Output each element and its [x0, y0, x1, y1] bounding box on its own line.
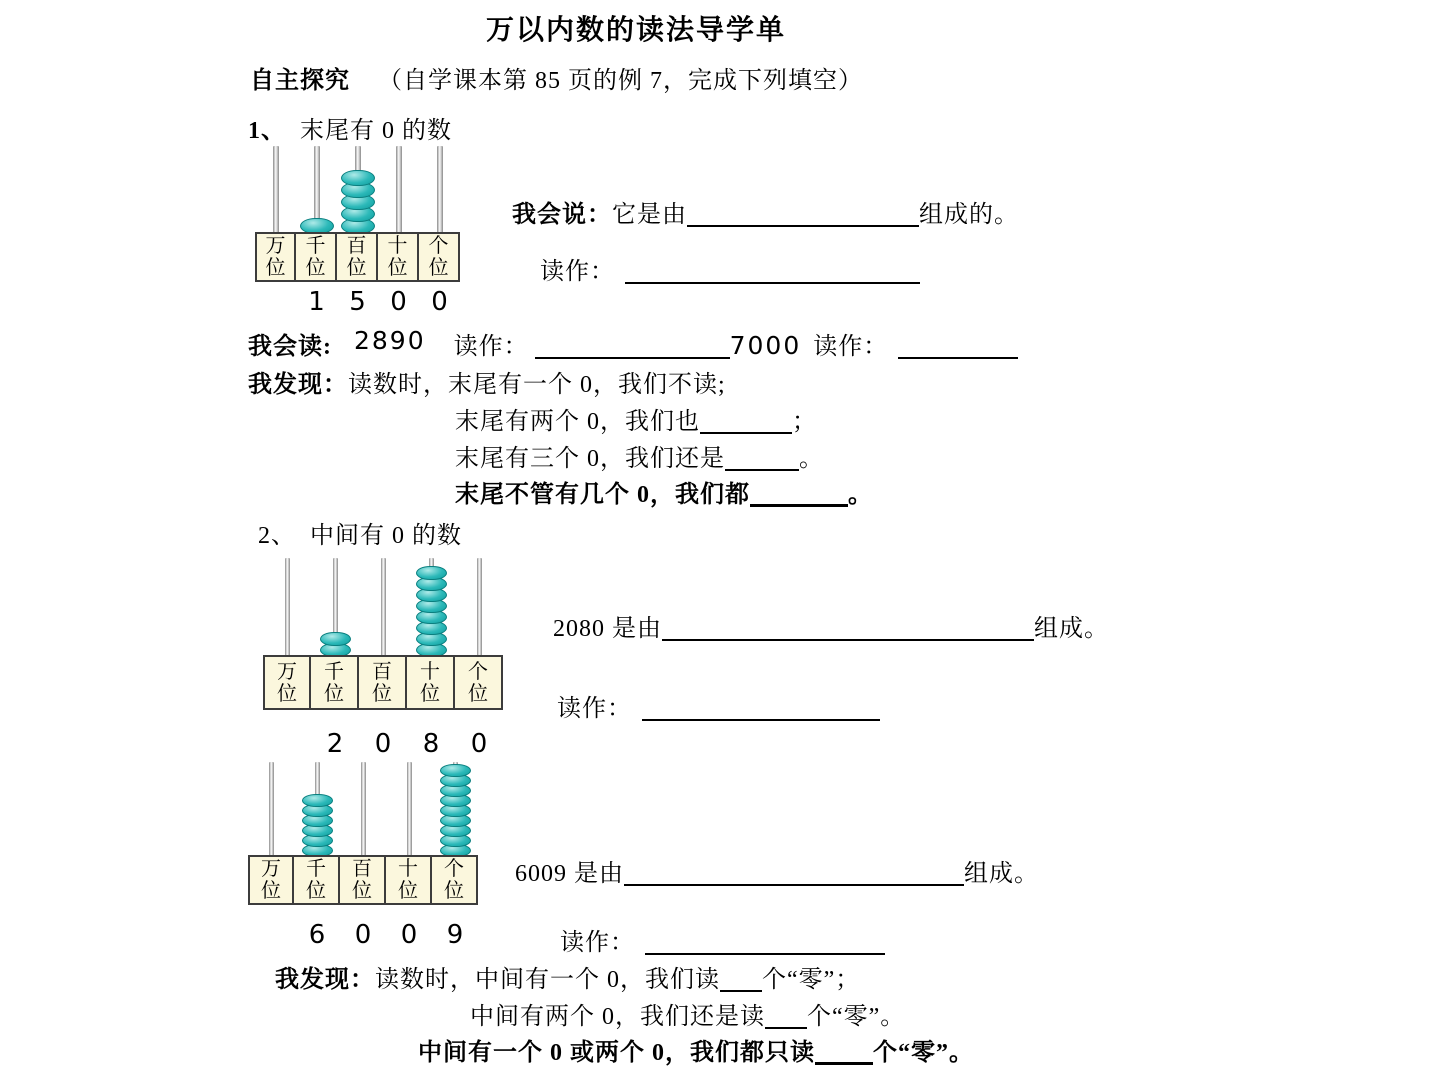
blank-underline [645, 929, 885, 955]
say-post: 组成的。 [919, 202, 1019, 228]
tail-2-punct: ； [792, 409, 817, 435]
abacus-column-4 [378, 146, 419, 282]
abacus-digit: 1 [308, 287, 325, 317]
mid-line-3-conclusion [418, 1036, 974, 1070]
place-value-label: 千 位 [305, 235, 326, 279]
abacus-digit: 2 [326, 729, 344, 759]
abacus-column-4 [386, 762, 432, 905]
composition-2080-post: 组成。 [1034, 616, 1109, 642]
read-line [248, 326, 1018, 364]
abacus-column-3 [340, 762, 386, 905]
duzuo-label: 读作： [557, 696, 632, 722]
blank-underline [765, 1003, 807, 1029]
blank-underline [898, 333, 1018, 359]
abacus-bead [320, 632, 351, 646]
mid-2-text: 中间有两个 0，我们还是读 [470, 1004, 765, 1030]
mid-3-post: 个“零”。 [873, 1040, 974, 1066]
abacus-column-5 [419, 146, 460, 282]
place-value-label: 十 位 [420, 660, 440, 705]
find-2-text: 读数时，中间有一个 0，我们读 [375, 967, 720, 993]
blank-underline [642, 695, 880, 721]
page-title: 万以内数的读法导学单 [486, 15, 787, 46]
find-label: 我发现： [275, 967, 375, 993]
place-value-box-2 [296, 232, 337, 282]
abacus-bead [302, 794, 333, 807]
number-7000: 7000 [729, 331, 802, 360]
abacus-digit: 0 [400, 920, 418, 950]
abacus-bead [416, 566, 447, 580]
tail-2-text: 末尾有两个 0，我们也 [455, 409, 700, 435]
place-value-box-3 [340, 855, 386, 905]
duzuo-label: 读作： [540, 259, 615, 285]
place-value-label: 百 位 [372, 660, 392, 705]
abacus-digit: 6 [308, 920, 326, 950]
abacus-digit: 0 [354, 920, 372, 950]
say-pre: 它是由 [612, 202, 687, 228]
place-value-box-5 [432, 855, 478, 905]
find-line-2 [275, 963, 860, 997]
say-label: 我会说： [512, 202, 612, 228]
place-value-box-2 [311, 655, 359, 710]
mid-2-post: 个“零”。 [807, 1004, 906, 1030]
blank-underline [700, 408, 792, 434]
abacus-digit: 5 [349, 287, 366, 317]
place-value-box-1 [248, 855, 294, 905]
composition-line-2080 [553, 612, 1109, 646]
place-value-label: 个 位 [468, 660, 488, 705]
section2-number: 2、 [258, 523, 296, 549]
abacus-column-2 [311, 558, 359, 710]
abacus-column-1 [263, 558, 311, 710]
abacus-column-3 [337, 146, 378, 282]
abacus-column-3 [359, 558, 407, 710]
blank-underline [662, 615, 1034, 641]
place-value-label: 百 位 [346, 235, 367, 279]
number-2890: 2890 [354, 326, 426, 355]
abacus-6009-digits [248, 920, 478, 950]
abacus-digit [263, 729, 311, 759]
abacus-column-4 [407, 558, 455, 710]
abacus-column-2 [296, 146, 337, 282]
abacus-1500 [255, 146, 460, 282]
place-value-box-4 [378, 232, 419, 282]
abacus-column-5 [432, 762, 478, 905]
abacus-6009 [248, 762, 478, 905]
abacus-column-1 [248, 762, 294, 905]
place-value-box-5 [419, 232, 460, 282]
blank-underline [535, 333, 730, 359]
abacus-digit [255, 287, 296, 317]
place-value-label: 万 位 [265, 235, 286, 279]
duzuo-label: 读作： [560, 930, 635, 956]
place-value-label: 十 位 [398, 858, 418, 902]
abacus-digit [248, 920, 294, 950]
abacus-2080 [263, 558, 503, 710]
duzuo-label: 读作： [813, 334, 889, 360]
tail-3-text: 末尾有三个 0，我们还是 [455, 446, 725, 472]
duzuo-line-6009 [560, 926, 885, 960]
abacus-rod [361, 762, 366, 861]
tail-4-punct: 。 [848, 482, 873, 508]
section1-title: 末尾有 0 的数 [300, 118, 452, 144]
place-value-label: 万 位 [277, 660, 297, 705]
abacus-rod [407, 762, 412, 861]
find-line-1 [248, 368, 726, 402]
place-value-label: 个 位 [428, 235, 449, 279]
place-value-box-1 [255, 232, 296, 282]
place-value-label: 个 位 [444, 858, 464, 902]
composition-2080-pre: 2080 是由 [553, 616, 662, 642]
place-value-box-4 [407, 655, 455, 710]
section1-heading [248, 114, 452, 148]
abacus-rod [285, 558, 290, 661]
abacus-column-1 [255, 146, 296, 282]
duzuo-label: 读作： [453, 334, 529, 360]
abacus-rod [273, 146, 279, 238]
tail-4-text: 末尾不管有几个 0，我们都 [455, 482, 750, 508]
abacus-column-2 [294, 762, 340, 905]
abacus-rod [269, 762, 274, 861]
place-value-box-5 [455, 655, 503, 710]
blank-underline [625, 258, 920, 284]
place-value-box-3 [337, 232, 378, 282]
abacus-digit: 0 [470, 729, 488, 759]
abacus-bead [341, 170, 375, 186]
place-value-box-4 [386, 855, 432, 905]
composition-6009-pre: 6009 是由 [515, 861, 624, 887]
say-line [512, 198, 1019, 232]
blank-underline [687, 201, 919, 227]
abacus-digit: 0 [374, 729, 392, 759]
place-value-label: 千 位 [306, 858, 326, 902]
tail-line-4-conclusion [455, 478, 873, 512]
abacus-digit: 0 [390, 287, 407, 317]
place-value-box-2 [294, 855, 340, 905]
mid-3-text: 中间有一个 0 或两个 0，我们都只读 [418, 1040, 815, 1066]
place-value-label: 十 位 [387, 235, 408, 279]
place-value-label: 千 位 [324, 660, 344, 705]
blank-underline [725, 445, 799, 471]
duzuo-line-1 [540, 255, 920, 289]
tail-line-3 [455, 442, 824, 476]
mid-line-2 [470, 1000, 905, 1034]
abacus-rod [437, 146, 443, 238]
place-value-box-3 [359, 655, 407, 710]
abacus-column-5 [455, 558, 503, 710]
tail-3-punct: 。 [799, 446, 824, 472]
section2-heading [258, 519, 462, 553]
abacus-digit: 9 [446, 920, 464, 950]
abacus-1500-digits [255, 287, 460, 317]
abacus-rod [396, 146, 402, 238]
find-label: 我发现： [248, 372, 348, 398]
abacus-rod [381, 558, 386, 661]
find-text: 读数时，末尾有一个 0，我们不读; [348, 372, 726, 398]
abacus-rod [477, 558, 482, 661]
find-2-post: 个“零”； [762, 967, 861, 993]
abacus-bead [440, 764, 471, 777]
intro-note: （自学课本第 85 页的例 7，完成下列填空） [378, 68, 863, 94]
composition-line-6009 [515, 857, 1039, 891]
section2-title: 中间有 0 的数 [310, 523, 462, 549]
section1-number: 1、 [248, 118, 286, 144]
read-label: 我会读: [248, 334, 332, 360]
composition-6009-post: 组成。 [964, 861, 1039, 887]
abacus-digit: 0 [431, 287, 448, 317]
blank-underline [624, 860, 964, 886]
abacus-2080-digits [263, 729, 503, 759]
blank-underline [815, 1038, 873, 1065]
blank-underline [720, 966, 762, 992]
place-value-box-1 [263, 655, 311, 710]
intro-line [250, 64, 863, 98]
tail-line-2 [455, 405, 817, 439]
duzuo-line-2080 [557, 692, 880, 726]
intro-label: 自主探究 [250, 68, 350, 94]
place-value-label: 万 位 [261, 858, 281, 902]
blank-underline [750, 480, 848, 507]
place-value-label: 百 位 [352, 858, 372, 902]
abacus-digit: 8 [422, 729, 440, 759]
